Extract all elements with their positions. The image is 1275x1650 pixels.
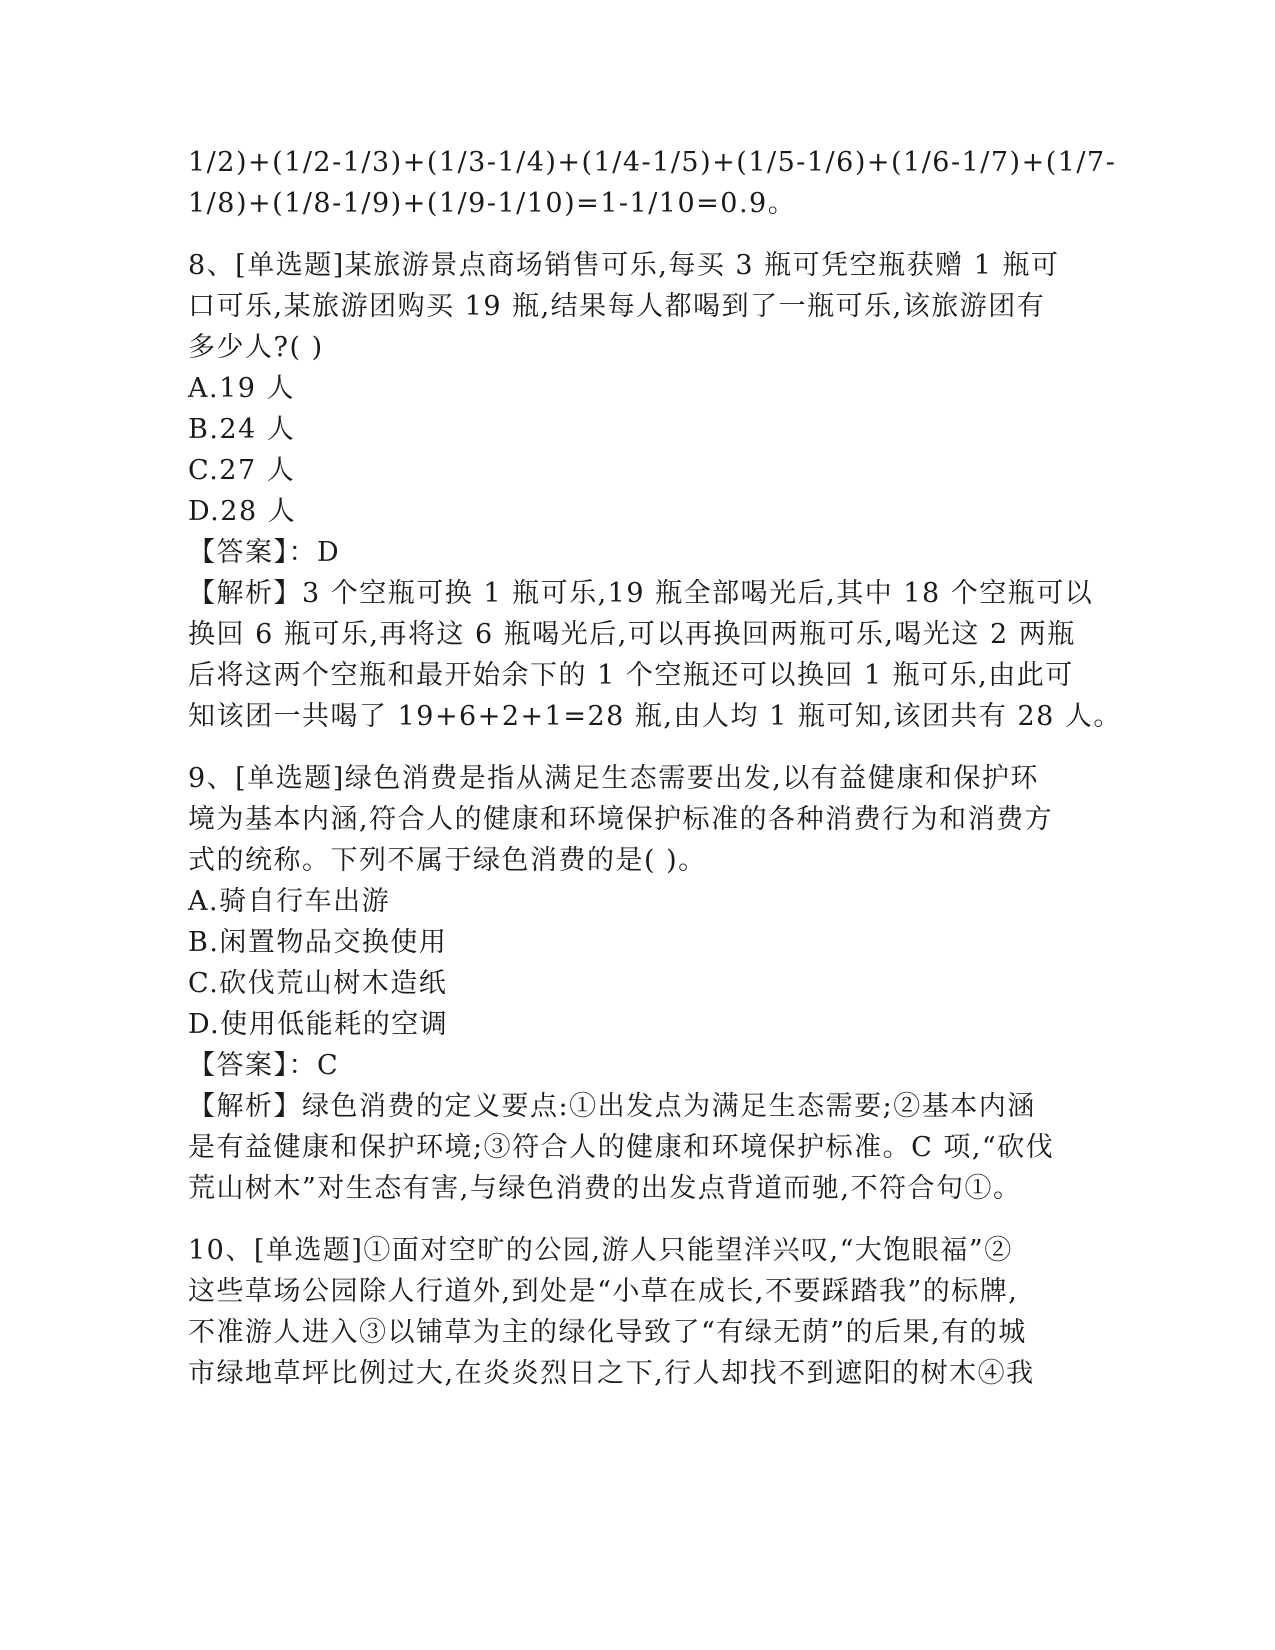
q8-explanation-line-2: 换回 6 瓶可乐,再将这 6 瓶喝光后,可以再换回两瓶可乐,喝光这 2 两瓶 <box>188 619 1076 650</box>
q8-explanation-line-4: 知该团一共喝了 19+6+2+1=28 瓶,由人均 1 瓶可知,该团共有 28 人。 <box>188 701 1122 732</box>
q8-stem-line-2: 口可乐,某旅游团购买 19 瓶,结果每人都喝到了一瓶可乐,该旅游团有 <box>188 291 1046 322</box>
q9-explanation-line-2: 是有益健康和保护环境;③符合人的健康和环境保护标准。C 项,“砍伐 <box>188 1132 1055 1163</box>
prev-explanation-line-1: 1/2)+(1/2-1/3)+(1/3-1/4)+(1/4-1/5)+(1/5-1/6)+(1/6-1/7)+(1/7- <box>188 147 1117 178</box>
q8-answer: 【答案】：D <box>188 537 341 568</box>
q10-stem-line-4: 市绿地草坪比例过大,在炎炎烈日之下,行人却找不到遮阳的树木④我 <box>188 1358 1035 1389</box>
q8-explanation-line-3: 后将这两个空瓶和最开始余下的 1 个空瓶还可以换回 1 瓶可乐,由此可 <box>188 660 1074 691</box>
q8-option-a: A.19 人 <box>188 373 296 404</box>
q10-stem-line-2: 这些草场公园除人行道外,到处是“小草在成长,不要踩踏我”的标牌, <box>188 1276 1019 1307</box>
q9-stem-line-3: 式的统称。下列不属于绿色消费的是( )。 <box>188 845 707 876</box>
q8-explanation-line-1: 【解析】3 个空瓶可换 1 瓶可乐,19 瓶全部喝光后,其中 18 个空瓶可以 <box>188 578 1094 609</box>
q9-stem-line-1: 9、[单选题]绿色消费是指从满足生态需要出发,以有益健康和保护环 <box>188 763 1039 794</box>
q9-answer: 【答案】：C <box>188 1050 340 1081</box>
q8-stem-line-3: 多少人?( ) <box>188 332 324 363</box>
q10-stem-line-1: 10、[单选题]①面对空旷的公园,游人只能望洋兴叹,“大饱眼福”② <box>188 1235 1013 1266</box>
q8-stem-line-1: 8、[单选题]某旅游景点商场销售可乐,每买 3 瓶可凭空瓶获赠 1 瓶可 <box>188 250 1060 281</box>
q9-option-a: A.骑自行车出游 <box>188 886 391 917</box>
q8-option-d: D.28 人 <box>188 496 297 527</box>
q9-option-d: D.使用低能耗的空调 <box>188 1009 449 1040</box>
q9-explanation-line-1: 【解析】绿色消费的定义要点:①出发点为满足生态需要;②基本内涵 <box>188 1091 1036 1122</box>
q9-option-b: B.闲置物品交换使用 <box>188 927 448 958</box>
q9-option-c: C.砍伐荒山树木造纸 <box>188 968 448 999</box>
q10-stem-line-3: 不准游人进入③以铺草为主的绿化导致了“有绿无荫”的后果,有的城 <box>188 1317 1027 1348</box>
q8-option-c: C.27 人 <box>188 455 296 486</box>
q9-explanation-line-3: 荒山树木”对生态有害,与绿色消费的出发点背道而驰,不符合句①。 <box>188 1173 1022 1204</box>
prev-explanation-line-2: 1/8)+(1/8-1/9)+(1/9-1/10)=1-1/10=0.9。 <box>188 188 797 219</box>
q8-option-b: B.24 人 <box>188 414 296 445</box>
q9-stem-line-2: 境为基本内涵,符合人的健康和环境保护标准的各种消费行为和消费方 <box>188 804 1054 835</box>
